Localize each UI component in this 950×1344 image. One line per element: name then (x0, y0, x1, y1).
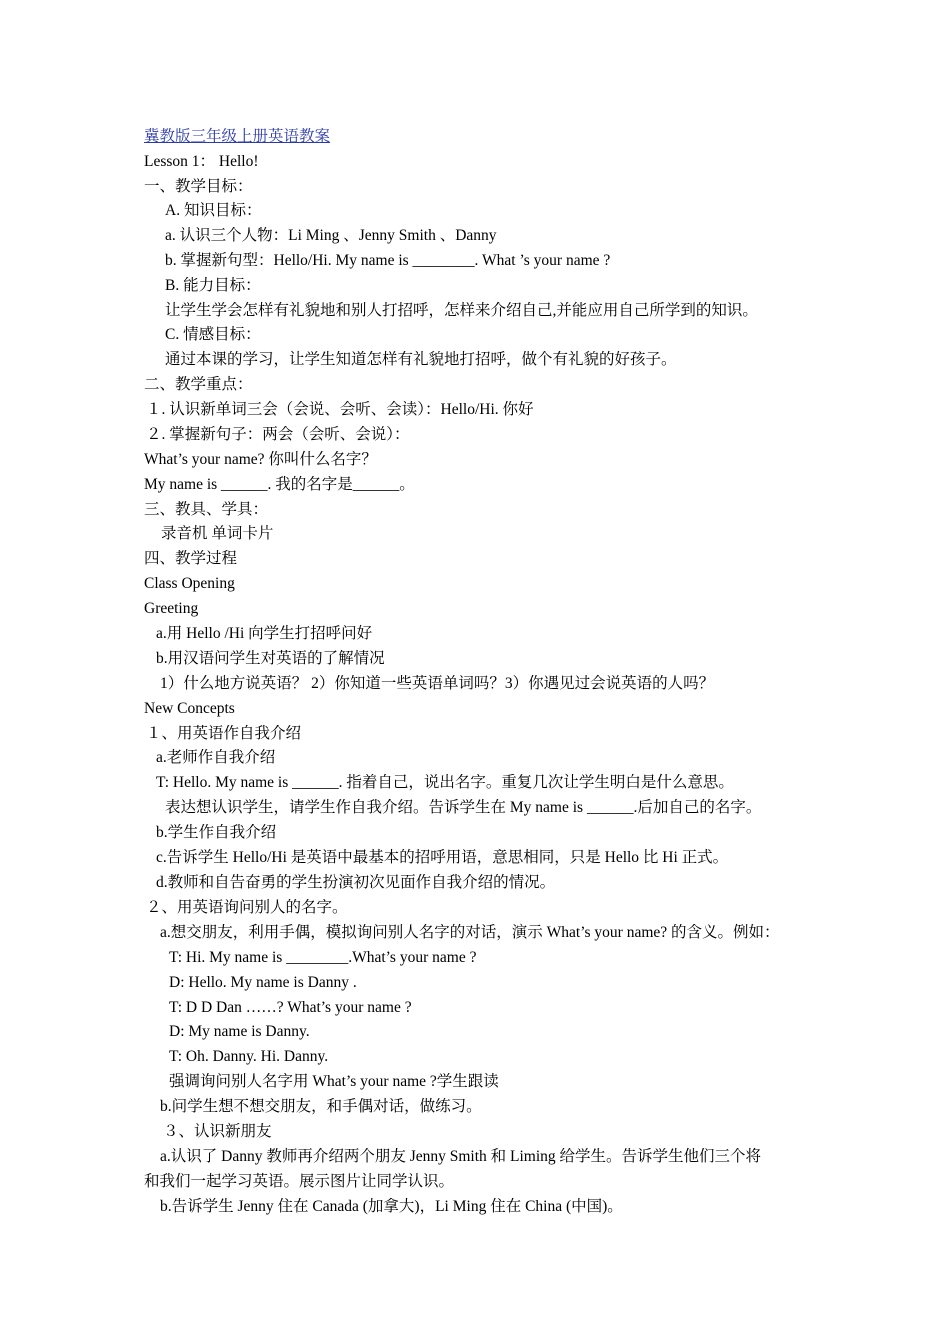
section-heading: 一、教学目标： (144, 178, 253, 195)
text-line: a. 认识三个人物：Li Ming 、Jenny Smith 、Danny (165, 227, 497, 244)
text-line: ３、认识新朋友 (163, 1123, 272, 1140)
text-line: 1）什么地方说英语？ 2）你知道一些英语单词吗？3）你遇见过会说英语的人吗？ (160, 675, 715, 692)
document-title-link[interactable]: 冀教版三年级上册英语教案 (144, 128, 331, 145)
text-line: a.用 Hello /Hi 向学生打招呼问好 (156, 625, 373, 642)
text-line: ２. 掌握新句子：两会（会听、会说）： (146, 426, 410, 443)
section-heading: 三、教具、学具： (144, 501, 269, 518)
text-line: 和我们一起学习英语。展示图片让同学认识。 (144, 1173, 455, 1190)
text-line: New Concepts (144, 700, 235, 717)
text-line: a.想交朋友，利用手偶，模拟询问别人名字的对话，演示 What’s your name? 的含义。例如： (160, 924, 780, 941)
text-line: b. 掌握新句型：Hello/Hi. My name is ________. What ’s your name ? (165, 252, 611, 269)
text-line: d.教师和自告奋勇的学生扮演初次见面作自我介绍的情况。 (156, 874, 556, 891)
text-line: T: Hi. My name is ________.What’s your name ? (169, 949, 477, 966)
text-line: b.用汉语问学生对英语的了解情况 (156, 650, 385, 667)
text-line: ２、用英语询问别人的名字。 (146, 899, 348, 916)
subsection-heading: A. 知识目标： (165, 202, 262, 219)
subsection-heading: C. 情感目标： (165, 326, 261, 343)
text-line: １、用英语作自我介绍 (146, 725, 302, 742)
text-line: 强调询问别人名字用 What’s your name ?学生跟读 (169, 1073, 499, 1090)
text-line: What’s your name? 你叫什么名字？ (144, 451, 377, 468)
text-line: 通过本课的学习，让学生知道怎样有礼貌地打招呼，做个有礼貌的好孩子。 (165, 351, 677, 368)
text-line: D: Hello. My name is Danny . (169, 974, 357, 991)
text-line: b.告诉学生 Jenny 住在 Canada (加拿大)，Li Ming 住在 China (中国)。 (160, 1198, 623, 1215)
section-heading: 四、教学过程 (144, 550, 238, 567)
text-line: c.告诉学生 Hello/Hi 是英语中最基本的招呼用语，意思相同，只是 Hello 比 Hi 正式。 (156, 849, 729, 866)
text-line: T: Hello. My name is ______. 指着自己，说出名字。重复几次让学生明白是什么意思。 (156, 774, 734, 791)
section-heading: 二、教学重点： (144, 376, 253, 393)
text-line: 录音机 单词卡片 (161, 525, 274, 542)
text-line: b.学生作自我介绍 (156, 824, 277, 841)
text-line: b.问学生想不想交朋友，和手偶对话，做练习。 (160, 1098, 482, 1115)
text-line: 让学生学会怎样有礼貌地和别人打招呼，怎样来介绍自己,并能应用自己所学到的知识。 (165, 302, 758, 319)
text-line: D: My name is Danny. (169, 1023, 310, 1040)
text-line: a.认识了 Danny 教师再介绍两个朋友 Jenny Smith 和 Liming 给学生。告诉学生他们三个将 (160, 1148, 762, 1165)
text-line: Greeting (144, 600, 199, 617)
text-line: a.老师作自我介绍 (156, 749, 276, 766)
text-line: １. 认识新单词三会（会说、会听、会读）：Hello/Hi. 你好 (146, 401, 534, 418)
text-line: 表达想认识学生，请学生作自我介绍。告诉学生在 My name is ______.后加自己的名字。 (165, 799, 762, 816)
text-line: T: Oh. Danny. Hi. Danny. (169, 1048, 329, 1065)
text-line: T: D D Dan ……? What’s your name ? (169, 999, 412, 1016)
subsection-heading: B. 能力目标： (165, 277, 261, 294)
lesson-heading: Lesson 1： Hello! (144, 153, 259, 170)
text-line: My name is ______. 我的名字是______。 (144, 476, 415, 493)
text-line: Class Opening (144, 575, 235, 592)
